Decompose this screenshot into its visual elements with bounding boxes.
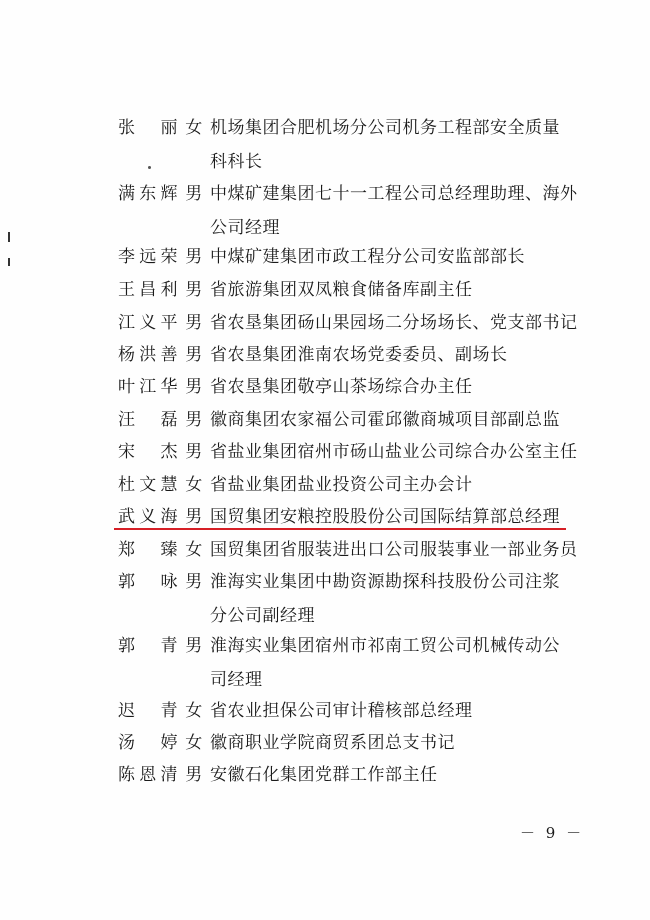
person-position: 省农垦集团敬亭山茶场综合办主任 [210,377,473,397]
person-position-continued: 分公司副经理 [210,606,315,626]
person-position: 省盐业集团宿州市砀山盐业公司综合办公室主任 [210,442,578,462]
binding-mark [8,232,10,242]
person-position: 中煤矿建集团七十一工程公司总经理助理、海外 [210,184,578,204]
person-gender: 男 [185,765,203,785]
list-item [118,509,578,543]
person-name: 张丽 [118,118,178,138]
list-item [118,379,578,413]
list-item [118,477,578,511]
list-item [118,735,578,769]
person-gender: 男 [185,410,203,430]
list-item [118,347,578,381]
list-item [118,315,578,349]
person-gender: 女 [185,540,203,560]
list-item [118,249,578,283]
person-name: 郭咏 [118,572,178,592]
person-position: 省农业担保公司审计稽核部总经理 [210,701,473,721]
person-gender: 男 [185,280,203,300]
list-item [118,542,578,576]
person-name: 李远荣 [118,247,178,267]
person-name: 杜文慧 [118,475,178,495]
person-position-continued: 公司经理 [210,218,280,238]
person-name: 武义海 [118,507,178,527]
person-name: 郭青 [118,636,178,656]
person-gender: 女 [185,701,203,721]
person-gender: 男 [185,247,203,267]
person-name: 宋杰 [118,442,178,462]
person-position: 淮海实业集团宿州市祁南工贸公司机械传动公 [210,636,560,656]
person-position: 省农垦集团淮南农场党委委员、副场长 [210,345,508,365]
person-name: 郑臻 [118,540,178,560]
person-gender: 男 [185,507,203,527]
person-gender: 女 [185,733,203,753]
person-position: 省旅游集团双凤粮食储备库副主任 [210,280,473,300]
list-item [118,638,578,689]
person-position: 机场集团合肥机场分公司机务工程部安全质量 [210,118,560,138]
binding-mark [8,258,10,266]
person-position: 徽商职业学院商贸系团总支书记 [210,733,455,753]
person-position: 徽商集团农家福公司霍邱徽商城项目部副总监 [210,410,560,430]
list-item [118,574,578,625]
person-position: 淮海实业集团中勘资源勘探科技股份公司注浆 [210,572,560,592]
person-name: 满东辉 [118,184,178,204]
person-name: 汤婷 [118,733,178,753]
person-position-continued: 司经理 [210,670,263,690]
person-position: 省农垦集团砀山果园场二分场场长、党支部书记 [210,313,578,333]
person-name: 迟青 [118,701,178,721]
list-item [118,703,578,737]
person-gender: 男 [185,572,203,592]
person-position: 安徽石化集团党群工作部主任 [210,765,438,785]
highlight-underline [114,528,566,530]
person-position: 国贸集团省服装进出口公司服装事业一部业务员 [210,540,578,560]
person-name: 江义平 [118,313,178,333]
list-item [118,767,578,801]
person-name: 汪磊 [118,410,178,430]
person-position: 省盐业集团盐业投资公司主办会计 [210,475,473,495]
person-gender: 男 [185,184,203,204]
list-item [118,186,578,237]
person-gender: 男 [185,313,203,333]
person-position: 国贸集团安粮控股股份公司国际结算部总经理 [210,507,560,527]
person-gender: 女 [185,475,203,495]
person-gender: 女 [185,118,203,138]
page-number: － 9 － [520,824,585,842]
person-gender: 男 [185,345,203,365]
person-position-continued: 科科长 [210,152,263,172]
person-position: 中煤矿建集团市政工程分公司安监部部长 [210,247,525,267]
list-item [118,282,578,316]
list-item [118,412,578,446]
list-item [118,444,578,478]
person-gender: 男 [185,636,203,656]
person-gender: 男 [185,442,203,462]
person-gender: 男 [185,377,203,397]
person-name: 叶江华 [118,377,178,397]
person-name: 王昌利 [118,280,178,300]
person-name: 杨洪善 [118,345,178,365]
list-item [118,120,578,171]
person-name: 陈恩清 [118,765,178,785]
